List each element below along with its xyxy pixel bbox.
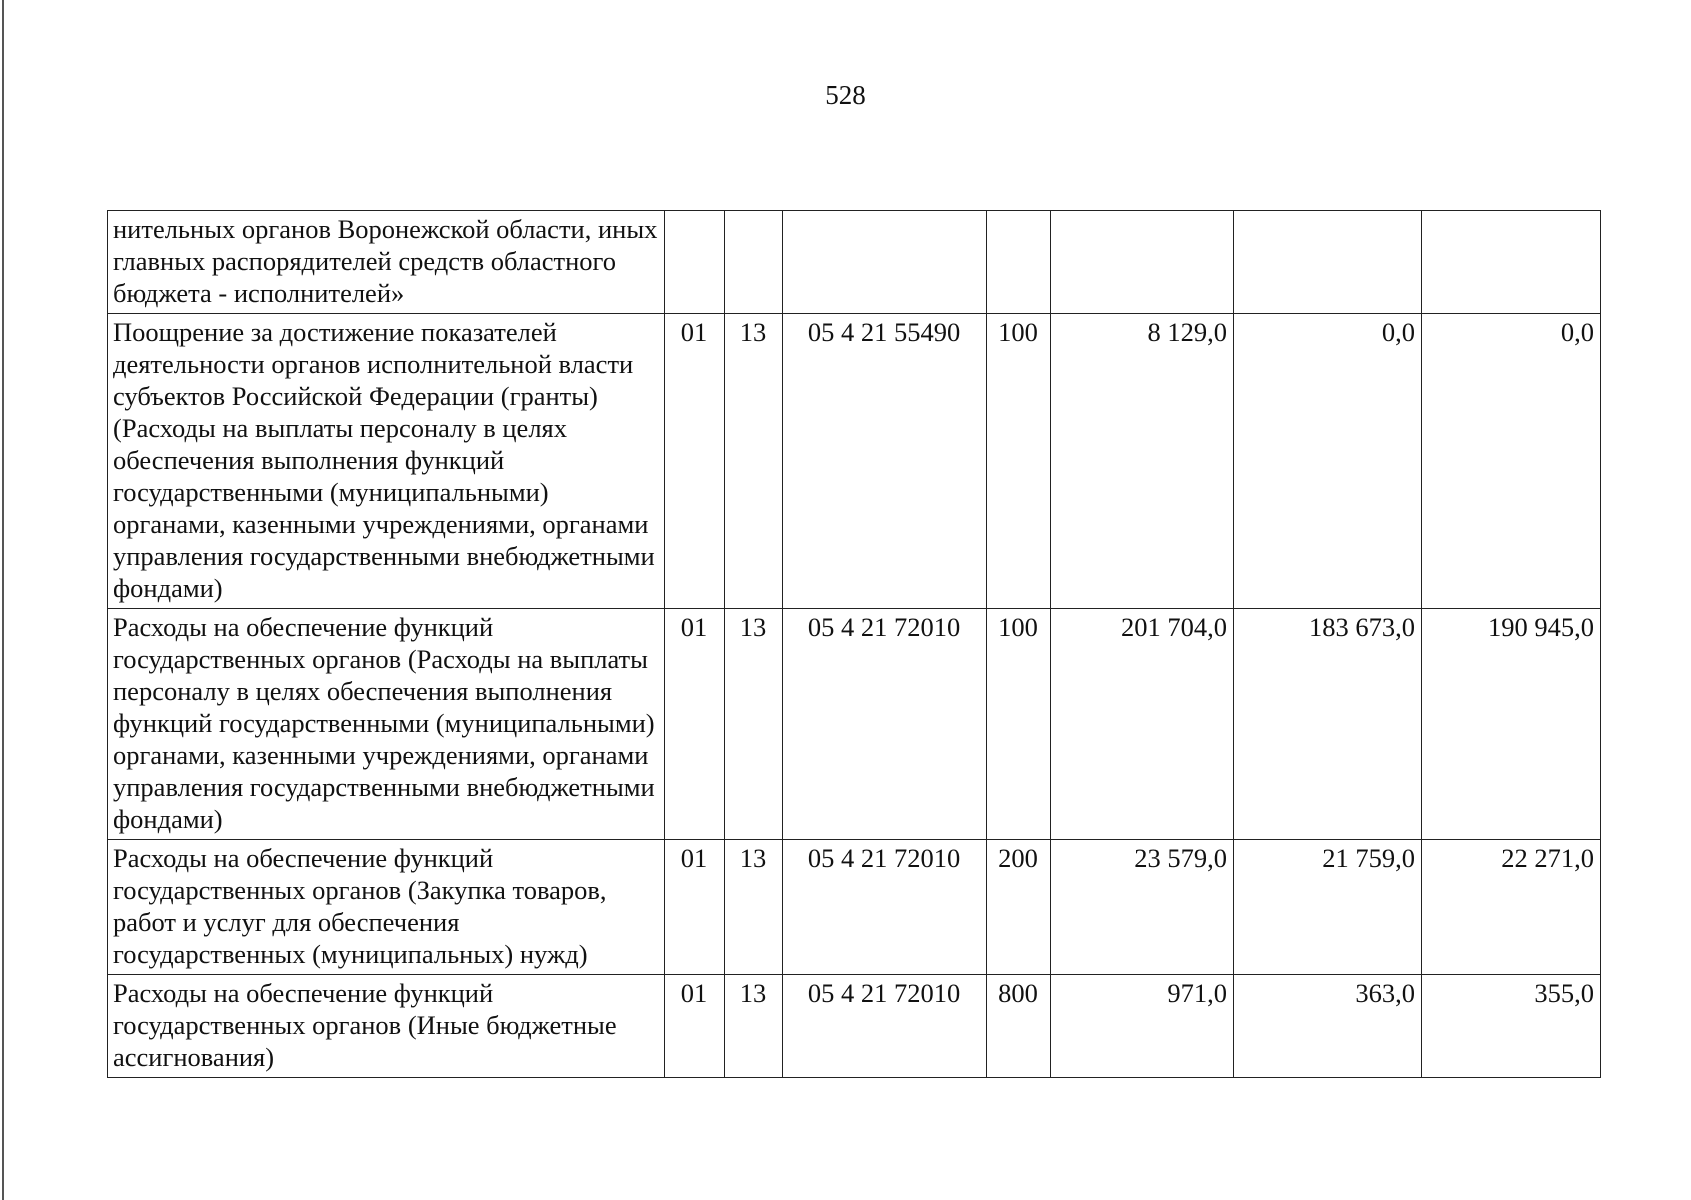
amount-year-2: 183 673,0 [1234,609,1422,840]
amount-year-3: 355,0 [1422,975,1601,1078]
table-row [108,211,1601,314]
subsection-code: 13 [725,840,783,975]
subsection-code: 13 [725,314,783,609]
target-article-code: 05 4 21 72010 [783,975,987,1078]
amount-year-2: 363,0 [1234,975,1422,1078]
row-description: Поощрение за достижение показателей деятельности органов исполнительной власти субъектов Российской Федерации (гранты) (Расходы на выплаты персоналу в целях обеспечения выполнения функций государственными (муниципальными) органами, казенными учреждениями, органами управления государственными внебюджетными фондами) [108,314,665,609]
row-description: нительных органов Воронежской области, иных главных распорядителей средств областного бюджета - исполнителей» [108,211,665,314]
amount-year-2: 21 759,0 [1234,840,1422,975]
section-code: 01 [665,314,725,609]
amount-year-2: 0,0 [1234,314,1422,609]
subsection-code: 13 [725,975,783,1078]
target-article-code: 05 4 21 72010 [783,609,987,840]
expense-type-code: 800 [987,975,1051,1078]
row-description: Расходы на обеспечение функций государственных органов (Расходы на выплаты персоналу в целях обеспечения выполнения функций государственными (муниципальными) органами, казенными учреждениями, органами управления государственными внебюджетными фондами) [108,609,665,840]
subsection-code: 13 [725,609,783,840]
section-code: 01 [665,609,725,840]
expense-type-code [987,211,1051,314]
amount-year-3: 0,0 [1422,314,1601,609]
row-description: Расходы на обеспечение функций государственных органов (Иные бюджетные ассигнования) [108,975,665,1078]
section-code: 01 [665,975,725,1078]
page-number: 528 [825,80,866,110]
amount-year-2 [1234,211,1422,314]
budget-table [107,210,1601,1078]
amount-year-1: 23 579,0 [1051,840,1234,975]
table-row [108,975,1601,1078]
row-description: Расходы на обеспечение функций государственных органов (Закупка товаров, работ и услуг для обеспечения государственных (муниципальных) нужд) [108,840,665,975]
amount-year-1 [1051,211,1234,314]
amount-year-3: 190 945,0 [1422,609,1601,840]
subsection-code [725,211,783,314]
expense-type-code: 100 [987,314,1051,609]
target-article-code [783,211,987,314]
table-row [108,609,1601,840]
scan-edge-line [2,0,4,1200]
amount-year-3: 22 271,0 [1422,840,1601,975]
table-row [108,314,1601,609]
amount-year-1: 8 129,0 [1051,314,1234,609]
section-code [665,211,725,314]
target-article-code: 05 4 21 72010 [783,840,987,975]
section-code: 01 [665,840,725,975]
target-article-code: 05 4 21 55490 [783,314,987,609]
expense-type-code: 200 [987,840,1051,975]
expense-type-code: 100 [987,609,1051,840]
amount-year-1: 201 704,0 [1051,609,1234,840]
table-row [108,840,1601,975]
amount-year-1: 971,0 [1051,975,1234,1078]
amount-year-3 [1422,211,1601,314]
